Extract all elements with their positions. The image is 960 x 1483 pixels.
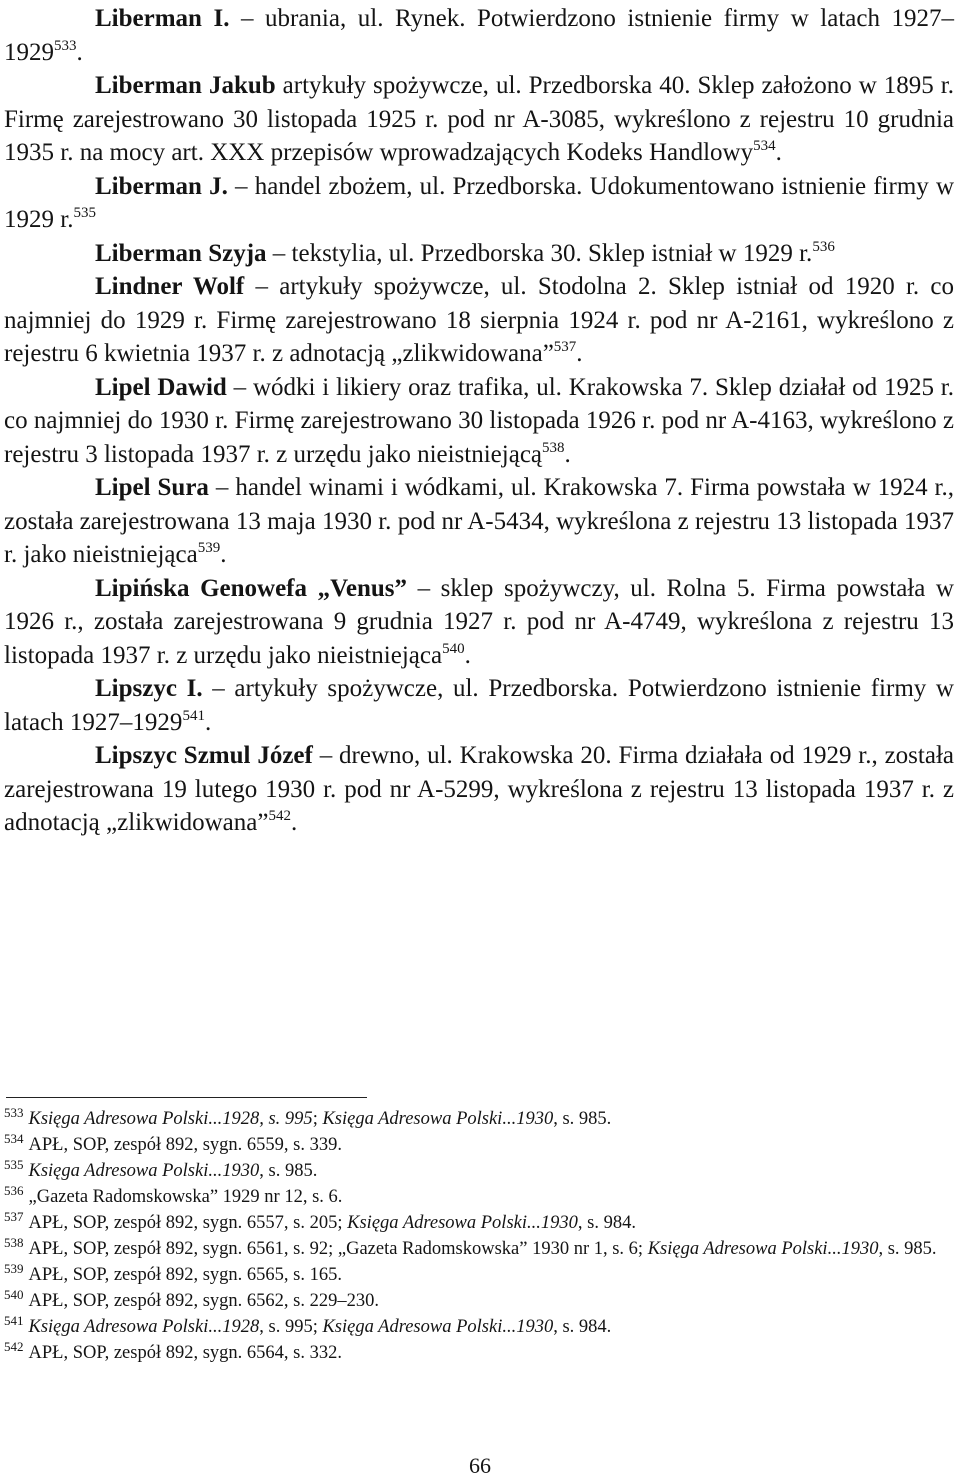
entry-text: – tekstylia, ul. Przedborska 30. Sklep istniał w 1929 r. [266, 239, 813, 267]
entry-text: – handel winami i wódkami, ul. Krakowska 7. Firma powstała w 1924 r., została zarejestrowana 13 maja 1930 r. pod nr A-5434, wykreślona z rejestru 13 listopada 1937 r. jako nieistniejąca [4, 474, 954, 568]
footnote-text: , s. 985. [553, 1109, 612, 1129]
entry-name: Lipel Dawid [95, 373, 227, 401]
footnote-reference: 541 [182, 707, 205, 724]
entry-text: – artykuły spożywcze, ul. Stodolna 2. Sklep istniał od 1920 r. co najmniej do 1929 r. Firmę zarejestrowano 18 sierpnia 1924 r. pod nr A-2161, wykreślono z rejestru 6 kwietnia 1937 r. z adnotacją „zlikwidowana” [4, 273, 954, 367]
entry-name: Liberman Jakub [95, 72, 276, 99]
footnote-number: 542 [4, 1339, 24, 1354]
footnote-rule [6, 1097, 367, 1098]
footnote-title: Księga Adresowa Polski...1930 [28, 1161, 260, 1181]
entry-name: Liberman I. [95, 5, 230, 32]
entry-text: artykuły spożywcze, ul. Przedborska 40. Sklep założono w 1895 r. Firmę zarejestrowano 30 listopada 1925 r. pod nr A-3085, wykreślono z rejestru 10 grudnia 1935 r. na mocy art. XXX przepisów wprowadzających Kodeks Handlowy [4, 72, 954, 166]
entry-paragraph [4, 2, 954, 69]
footnote-text: APŁ, SOP, zespół 892, sygn. 6562, s. 229–230. [28, 1291, 379, 1311]
footnote [4, 1106, 956, 1132]
entry-tail: . [76, 38, 83, 66]
footnote-text: ; [312, 1109, 323, 1129]
footnote-number: 536 [4, 1183, 24, 1198]
entry-paragraph [4, 572, 954, 673]
entry-paragraph [4, 739, 954, 840]
entry-tail: . [775, 139, 782, 166]
entry-tail: . [290, 809, 298, 836]
footnote-text: APŁ, SOP, zespół 892, sygn. 6557, s. 205; [28, 1213, 348, 1233]
entry-name: Lipszyc I. [95, 675, 203, 702]
footnote-reference: 540 [442, 640, 465, 657]
footnote [4, 1184, 956, 1210]
footnote-text: , s. 985. [259, 1161, 318, 1181]
entry-name: Lipszyc Szmul Józef [95, 742, 313, 769]
entry-paragraph [4, 371, 954, 472]
footnote-reference: 539 [197, 540, 221, 556]
footnote-reference: 542 [268, 808, 291, 824]
footnote-number: 534 [4, 1131, 24, 1146]
entry-paragraph [4, 471, 954, 572]
entries-list [4, 2, 954, 840]
entry-tail: . [204, 708, 212, 736]
entry-paragraph [4, 237, 954, 271]
footnote-reference: 533 [54, 37, 77, 54]
entry-paragraph [4, 672, 954, 739]
footnote-title: Księga Adresowa Polski...1930 [647, 1239, 879, 1259]
entry-text: – handel zbożem, ul. Przedborska. Udokumentowano istnienie firmy w 1929 r. [4, 172, 954, 233]
footnote-title: Księga Adresowa Polski...1930 [322, 1317, 554, 1337]
footnote-text: , s. 984. [553, 1317, 612, 1337]
entry-tail: . [576, 340, 583, 367]
footnote-text: , s. 995; [259, 1317, 323, 1337]
footnote-number: 538 [4, 1235, 24, 1250]
entry-paragraph [4, 270, 954, 371]
entry-name: Lipel Sura [95, 474, 209, 501]
footnote [4, 1314, 956, 1340]
footnote-text: APŁ, SOP, zespół 892, sygn. 6561, s. 92; „Gazeta Radomskowska” 1930 nr 1, s. 6; [28, 1239, 648, 1259]
footnote [4, 1210, 956, 1236]
footnote-number: 535 [4, 1157, 24, 1172]
entry-name: Lipińska Genowefa „Venus” [95, 574, 407, 602]
footnote-title: Księga Adresowa Polski...1930 [322, 1109, 554, 1129]
footnote [4, 1132, 956, 1158]
footnote [4, 1158, 956, 1184]
footnote [4, 1262, 956, 1288]
footnote [4, 1236, 956, 1262]
footnote-text: APŁ, SOP, zespół 892, sygn. 6564, s. 332. [28, 1343, 342, 1363]
footnote-number: 533 [4, 1105, 24, 1120]
footnotes-list [4, 1106, 956, 1366]
entry-tail: . [564, 440, 571, 468]
entry-text: – artykuły spożywcze, ul. Przedborska. Potwierdzono istnienie firmy w latach 1927–1929 [4, 675, 954, 736]
footnote-title: Księga Adresowa Polski...1928 [28, 1317, 260, 1337]
footnote-text: APŁ, SOP, zespół 892, sygn. 6565, s. 165. [28, 1265, 342, 1285]
footnote-reference: 535 [73, 205, 96, 221]
footnote-reference: 536 [812, 238, 835, 255]
entry-name: Liberman Szyja [95, 239, 267, 267]
entry-tail: . [220, 541, 227, 568]
footnote-text: , s. 985. [878, 1239, 937, 1259]
page-number: 66 [469, 1453, 491, 1478]
footnote-reference: 537 [553, 339, 577, 355]
entry-name: Lindner Wolf [95, 273, 245, 300]
entry-tail: . [464, 641, 471, 669]
footnote-reference: 538 [542, 439, 565, 456]
entry-paragraph [4, 69, 954, 170]
footnote-title: Księga Adresowa Polski...1930 [347, 1213, 578, 1233]
footnote-text: APŁ, SOP, zespół 892, sygn. 6559, s. 339. [28, 1135, 342, 1155]
footnote-number: 537 [4, 1209, 24, 1224]
entry-text: – ubrania, ul. Rynek. Potwierdzono istnienie firmy w latach 1927–1929 [4, 5, 954, 66]
entry-name: Liberman J. [95, 172, 228, 200]
footnote-number: 540 [4, 1287, 24, 1302]
footnote-title: Księga Adresowa Polski...1928, s. 995 [28, 1109, 313, 1129]
footnote-number: 539 [4, 1261, 24, 1276]
footnote [4, 1288, 956, 1314]
footnote-text: „Gazeta Radomskowska” 1929 nr 12, s. 6. [28, 1187, 343, 1207]
entry-text: – wódki i likiery oraz trafika, ul. Krakowska 7. Sklep działał od 1925 r. co najmniej do 1930 r. Firmę zarejestrowano 30 listopada 1926 r. pod nr A-4163, wykreślono z rejestru 3 listopada 1937 r. z urzędu jako nieistniejącą [4, 373, 954, 468]
footnote-text: , s. 984. [577, 1213, 636, 1233]
entry-text: – sklep spożywczy, ul. Rolna 5. Firma powstała w 1926 r., została zarejestrowana 9 grudnia 1927 r. pod nr A-4749, wykreślona z rejestru 13 listopada 1937 r. z urzędu jako nieistniejąca [4, 574, 954, 669]
entry-paragraph [4, 170, 954, 237]
footnote-number: 541 [4, 1313, 24, 1328]
footnote-reference: 534 [753, 138, 776, 154]
footnote [4, 1340, 956, 1366]
entry-text: – drewno, ul. Krakowska 20. Firma działała od 1929 r., została zarejestrowana 19 lutego 1930 r. pod nr A-5299, wykreślona z rejestru 13 listopada 1937 r. z adnotacją „zlikwidowana” [4, 742, 954, 836]
